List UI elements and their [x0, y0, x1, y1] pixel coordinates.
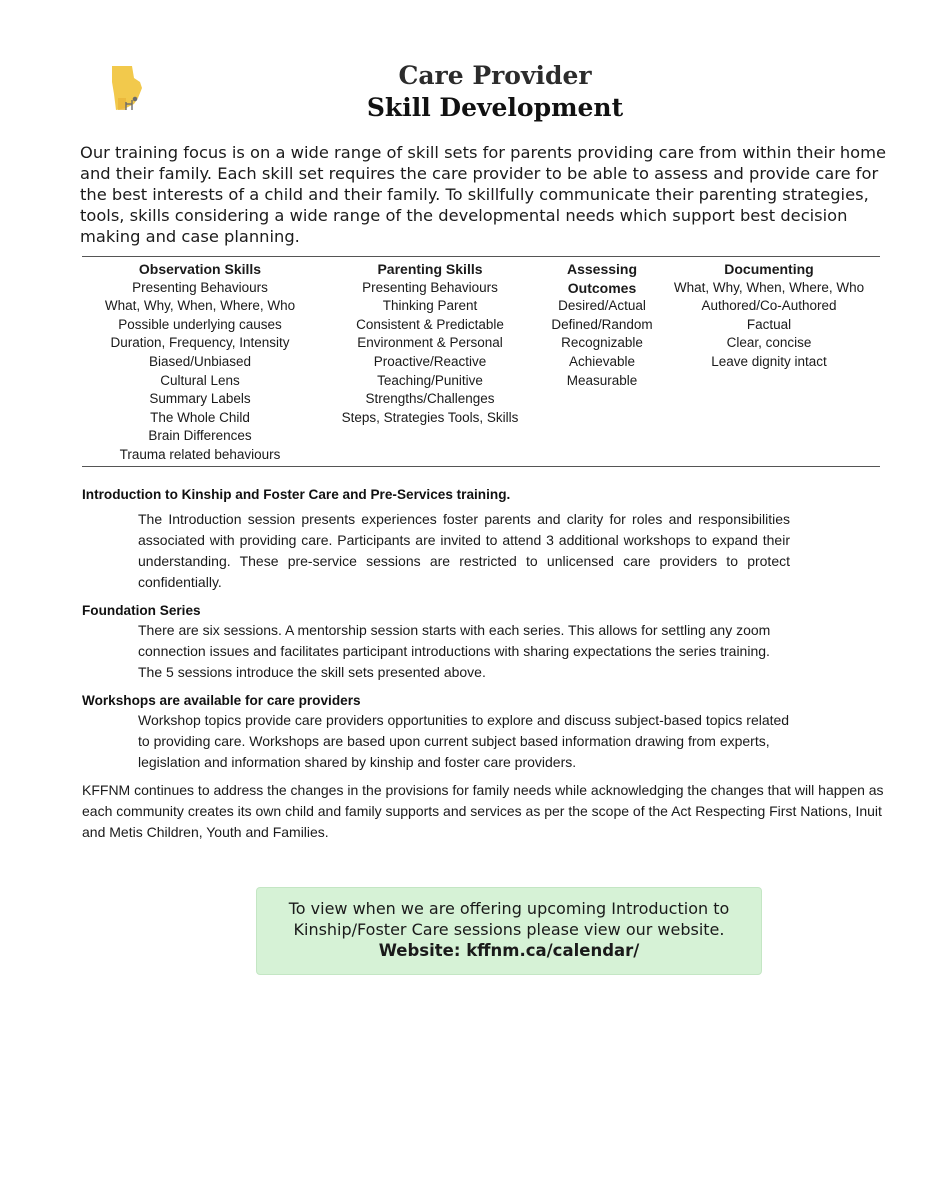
- page-title-line2: Skill Development: [366, 93, 624, 122]
- skill-item: Measurable: [566, 372, 638, 388]
- intro-paragraph: Our training focus is on a wide range of skill sets for parents providing care from within their home and their family. Each skill set requires the care provider to be able to assess and provide care for the best interests of a child and their family. To skillfully communicate their parenting strategies, tools, skills considering a wide range of the developmental needs which support best decision making and case planning.: [80, 143, 887, 246]
- column-heading: Parenting Skills: [377, 261, 483, 277]
- table-top-rule: [82, 256, 880, 257]
- skill-item: Steps, Strategies Tools, Skills: [341, 409, 519, 425]
- skill-item: Desired/Actual: [558, 298, 646, 314]
- website-link[interactable]: Website: kffnm.ca/calendar/: [378, 941, 640, 960]
- table-bottom-rule: [82, 466, 880, 467]
- section-body-workshops: Workshop topics provide care providers opportunities to explore and discuss subject-based topics related to providing care. Workshops are based upon current subject based information drawing from experts, legislation and information shared by kinship and foster care providers.: [138, 712, 790, 770]
- section-title-introduction: Introduction to Kinship and Foster Care and Pre-Services training.: [82, 487, 511, 502]
- skill-item: Presenting Behaviours: [132, 279, 268, 295]
- skill-item: Possible underlying causes: [118, 316, 282, 332]
- column-heading: Documenting: [724, 261, 814, 277]
- skill-item: Consistent & Predictable: [356, 316, 504, 332]
- page-title: [300, 60, 690, 124]
- skill-item: Summary Labels: [149, 391, 251, 407]
- column-subheading: Outcomes: [567, 279, 637, 296]
- skill-item: Environment & Personal: [357, 335, 503, 351]
- section-title-workshops: Workshops are available for care providers: [82, 693, 361, 708]
- documenting-list: [664, 279, 874, 372]
- skill-item: Duration, Frequency, Intensity: [110, 335, 290, 351]
- skill-item: Clear, concise: [726, 335, 812, 351]
- skill-item: Teaching/Punitive: [377, 372, 483, 388]
- skill-item: Brain Differences: [148, 428, 252, 444]
- parenting-skills-column: [330, 260, 530, 427]
- assessing-column: [540, 260, 664, 390]
- skill-item: Proactive/Reactive: [373, 353, 487, 369]
- parenting-list: [330, 279, 530, 428]
- skill-item: Cultural Lens: [160, 372, 240, 388]
- section-body-introduction: The Introduction session presents experiences foster parents and clarity for roles and responsibilities associated with providing care. Participants are invited to attend 3 additional workshops to expand their understanding. These pre-service sessions are restricted to unlicensed care providers to protect confidentially.: [138, 511, 790, 590]
- skill-item: Presenting Behaviours: [362, 279, 498, 295]
- skill-item: Thinking Parent: [382, 298, 478, 314]
- skill-item: Authored/Co-Authored: [701, 298, 837, 314]
- organization-logo: [108, 64, 150, 114]
- skill-item: Achievable: [568, 353, 636, 369]
- skill-item: Strengths/Challenges: [365, 391, 495, 407]
- skill-item: Recognizable: [561, 335, 643, 351]
- page-title-line1: Care Provider: [398, 61, 592, 90]
- observation-list: [82, 279, 318, 465]
- skill-item: Biased/Unbiased: [148, 353, 252, 369]
- documenting-column: [664, 260, 874, 372]
- column-heading: Assessing: [566, 261, 638, 277]
- observation-skills-column: [82, 260, 318, 465]
- callout-line-2: Kinship/Foster Care sessions please view our website.: [293, 920, 725, 939]
- section-title-foundation: Foundation Series: [82, 603, 201, 618]
- column-heading: Observation Skills: [138, 261, 262, 277]
- skills-table: [82, 260, 880, 466]
- website-callout-box: [256, 887, 762, 975]
- skill-item: What, Why, When, Where, Who: [673, 279, 865, 295]
- closing-paragraph: KFFNM continues to address the changes in the provisions for family needs while acknowledging the changes that will happen as each community creates its own child and family supports and services as per the scope of the Act Respecting First Nations, Inuit and Metis Children, Youth and Families.: [82, 782, 884, 840]
- skill-item: What, Why, When, Where, Who: [104, 298, 296, 314]
- skill-item: Leave dignity intact: [711, 353, 827, 369]
- assessing-list: [540, 297, 664, 390]
- skill-item: The Whole Child: [150, 409, 250, 425]
- callout-line-1: To view when we are offering upcoming Introduction to: [288, 899, 730, 918]
- skill-item: Factual: [746, 316, 792, 332]
- section-body-foundation: There are six sessions. A mentorship session starts with each series. This allows for settling any zoom connection issues and facilitates participant introductions with sharing expectations the series training. The 5 sessions introduce the skill sets presented above.: [138, 622, 771, 680]
- skill-item: Defined/Random: [551, 316, 653, 332]
- skill-item: Trauma related behaviours: [119, 446, 281, 462]
